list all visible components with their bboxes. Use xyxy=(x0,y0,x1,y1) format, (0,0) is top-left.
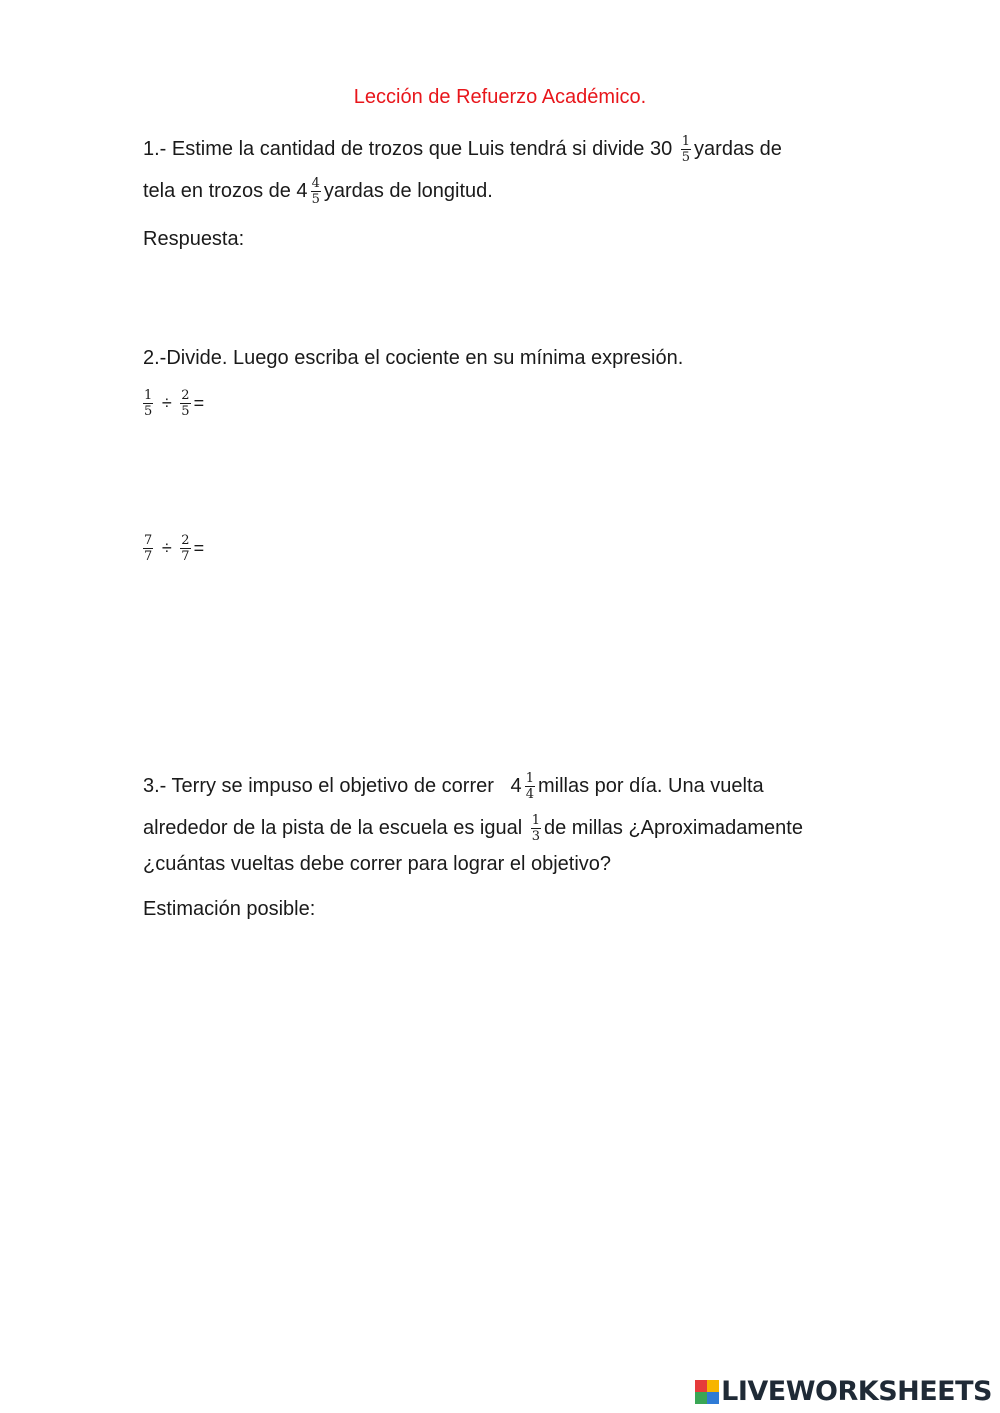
fraction-numerator: 1 xyxy=(525,771,534,786)
q3-line-3: ¿cuántas vueltas debe correr para lograr el objetivo? xyxy=(143,853,612,875)
fraction-numerator: 7 xyxy=(144,533,153,548)
divide-sign: ÷ xyxy=(161,538,172,558)
fraction-numerator: 2 xyxy=(181,388,190,403)
q2-op2-fraction-b xyxy=(180,533,190,564)
fraction-numerator: 1 xyxy=(144,388,153,403)
q3-text-2-end: de millas ¿Aproximadamente xyxy=(543,816,803,839)
q3-fraction-2 xyxy=(531,813,541,844)
fraction-denominator: 4 xyxy=(525,787,534,802)
q2-op2-fraction-a xyxy=(143,533,153,564)
logo-text: LIVEWORKSHEETS xyxy=(721,1376,992,1407)
fraction-numerator: 4 xyxy=(311,176,320,191)
liveworksheets-logo-icon xyxy=(695,1380,719,1404)
fraction-denominator: 7 xyxy=(144,549,153,564)
fraction-numerator: 2 xyxy=(181,533,190,548)
q3-line-2 xyxy=(143,813,803,844)
q2-op1-fraction-a xyxy=(143,388,153,419)
q1-line-2 xyxy=(143,176,493,207)
q2-op1-fraction-b xyxy=(180,388,190,419)
q3-text-2: alrededor de la pista de la escuela es igual xyxy=(143,816,523,839)
q3-fraction-1 xyxy=(525,771,535,802)
fraction-denominator: 3 xyxy=(531,829,540,844)
q1-fraction-1 xyxy=(681,134,691,165)
q1-text: 1.- Estime la cantidad de trozos que Luis tendrá si divide 30 xyxy=(143,137,673,160)
q1-fraction-2 xyxy=(311,176,321,207)
equals-sign: = xyxy=(193,393,205,413)
divide-sign: ÷ xyxy=(161,393,172,413)
fraction-denominator: 5 xyxy=(144,404,153,419)
fraction-denominator: 5 xyxy=(181,404,190,419)
q3-line-1 xyxy=(143,771,764,802)
fraction-numerator: 1 xyxy=(681,134,691,149)
q3-text: 3.- Terry se impuso el objetivo de correr 4 xyxy=(143,774,522,797)
q1-line-1 xyxy=(143,134,782,165)
fraction-denominator: 5 xyxy=(681,150,691,165)
q1-text-2: tela en trozos de 4 xyxy=(143,179,308,202)
q2-operation-2 xyxy=(143,533,204,564)
equals-sign: = xyxy=(193,538,205,558)
q1-text-2-end: yardas de longitud. xyxy=(323,179,493,202)
q1-answer-label: Respuesta: xyxy=(143,228,245,250)
q3-answer-label: Estimación posible: xyxy=(143,898,316,920)
q2-instruction: 2.-Divide. Luego escriba el cociente en su mínima expresión. xyxy=(143,347,684,369)
fraction-numerator: 1 xyxy=(531,813,540,828)
q3-text-end: millas por día. Una vuelta xyxy=(537,774,764,797)
fraction-denominator: 7 xyxy=(181,549,190,564)
fraction-denominator: 5 xyxy=(311,192,320,207)
q1-text-end: yardas de xyxy=(694,137,782,160)
q2-operation-1 xyxy=(143,388,204,419)
liveworksheets-logo xyxy=(695,1376,992,1407)
page-title: Lección de Refuerzo Académico. xyxy=(353,86,647,108)
